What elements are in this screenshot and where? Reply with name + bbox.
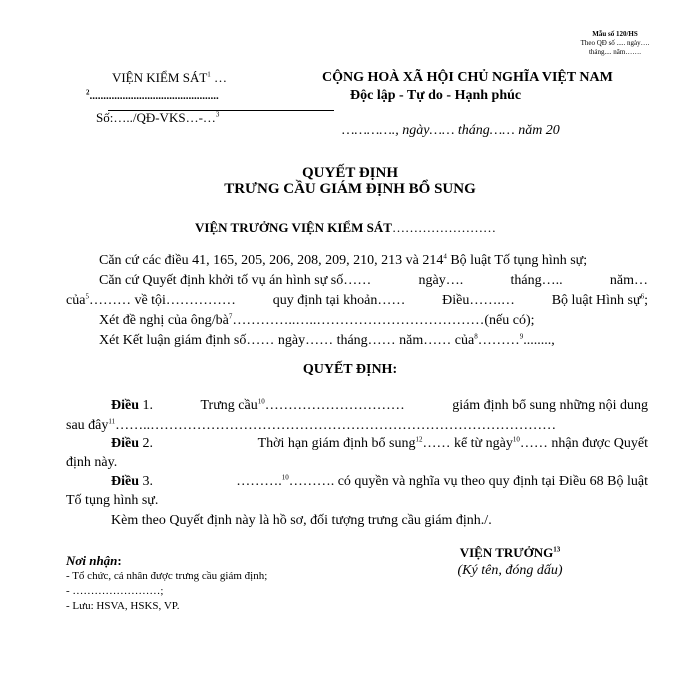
preamble-line-2 [99,273,648,289]
closing-line: Kèm theo Quyết định này là hồ sơ, đối tượng trưng cầu giám định./. [111,513,492,528]
article-1-num: 1. [139,398,153,413]
preamble-1a: Căn cứ các điều 41, 165, 205, 206, 208, 209, 210, 213 và 214 [99,253,444,268]
preamble-4b: …………..…..………………………………(nếu có); [232,313,535,328]
article-2-a [258,436,648,452]
article-2-a-text: Thời hạn giám định bổ sung [257,436,416,451]
recipients-block [66,553,267,614]
article-1-b: ………………………… [264,398,405,413]
preamble-2b: ngày…. [418,273,464,288]
national-motto: Độc lập - Tự do - Hạnh phúc [350,88,522,103]
form-number-label: Mẫu số 120/HS [592,30,638,38]
footnote-7: 7 [228,312,233,321]
article-3-b: ………. có quyền và nghĩa vụ theo quy định tại Điều 68 Bộ luật [288,474,648,489]
article-2-lead [111,436,153,452]
article-2-line-1 [111,436,648,452]
footnote-13: 13 [553,545,561,554]
preamble-line-5 [99,333,555,349]
preamble-3e [552,293,648,309]
document-title: QUYẾT ĐỊNH [302,165,398,181]
preamble-3a-text: của [66,293,86,308]
article-1-c: giám định bổ sung những nội dung [452,398,648,413]
footnote-1: 1 [207,70,211,79]
recipients-title-text: Nơi nhận [66,553,118,568]
footnote-4: 4 [443,252,447,261]
article-3-label: Điều [111,474,139,489]
preamble-3a [66,293,236,309]
article-2-label: Điều [111,436,139,451]
issuer-line [195,220,496,236]
preamble-line-1 [99,253,587,269]
agency-sub-dots: ............................................... [89,90,219,102]
preamble-3f: ; [644,293,648,308]
nation-name: CỘNG HOÀ XÃ HỘI CHỦ NGHĨA VIỆT NAM [322,70,613,85]
recipients-title [66,553,267,568]
article-3-num: 3. [139,474,153,489]
article-1-d: sau đây [66,418,109,433]
preamble-2a: Căn cứ Quyết định khởi tố vụ án hình sự số…… [99,273,372,288]
article-2-c: …… nhận được Quyết [519,436,648,451]
article-3-a [236,474,648,490]
form-number-line2: Theo QĐ số ..... ngày…. [580,39,650,47]
agency-sub-line [86,90,219,102]
preamble-3b: ……… về tội…………… [88,293,236,308]
preamble-line-3 [66,293,648,309]
issuer-label: VIỆN TRƯỞNG VIỆN KIỂM SÁT [195,220,392,235]
footnote-10: 10 [257,397,265,406]
signature-note: (Ký tên, đóng dấu) [457,563,563,578]
signer-title-text: VIỆN TRƯỞNG [459,545,554,560]
article-2-line-2: định này. [66,455,118,470]
preamble-5a: Xét Kết luận giám định số…… ngày…… tháng…… năm…… của [99,333,475,348]
decision-number-text: Số:…../QĐ-VKS…-… [96,110,216,125]
date-line: …………., ngày…… tháng…… năm 20 [342,123,560,138]
form-number-line3: tháng.... năm……. [588,48,642,56]
article-1-a [200,398,404,414]
footnote-12: 12 [415,435,423,444]
decision-heading: QUYẾT ĐỊNH: [302,362,398,377]
article-2-b: …… kể từ ngày [422,436,513,451]
footnote-8: 8 [474,332,478,341]
recipients-colon: : [117,553,122,568]
agency-name-suffix: … [210,70,228,85]
footnote-5: 5 [85,292,89,301]
footnote-10-c: 10 [281,473,289,482]
agency-name [62,70,277,86]
footnote-2: 2 [86,88,90,97]
preamble-line-4 [99,313,535,329]
recipient-item: - ……………………; [66,585,164,597]
issuer-dots: …………………… [391,220,496,235]
article-1-line-2 [66,418,556,434]
article-3-lead [111,474,153,490]
recipient-item: - Lưu: HSVA, HSKS, VP. [66,600,180,612]
decision-number [96,110,219,126]
footnote-6: 6 [640,292,645,301]
footnote-11: 11 [108,417,116,426]
signature-block [440,545,580,579]
article-3-a-text: ………. [236,474,282,489]
footnote-3: 3 [215,110,220,119]
article-1-e: ……..…………………………………………………………………………… [115,418,557,433]
preamble-4a: Xét đề nghị của ông/bà [99,313,229,328]
preamble-3e-text: Bộ luật Hình sự [551,293,641,308]
preamble-5b: ……… [477,333,520,348]
footnote-9: 9 [519,332,524,341]
article-1-line-1 [111,398,648,414]
preamble-3c: quy định tại khoản…… [272,293,406,308]
agency-name-text: VIỆN KIỂM SÁT [111,70,208,85]
article-3-line-2: Tố tụng hình sự. [66,493,159,508]
document-subtitle: TRƯNG CẦU GIÁM ĐỊNH BỔ SUNG [224,181,476,197]
article-3-line-1 [111,474,648,490]
article-1-label: Điều [111,398,139,413]
article-1-a-text: Trưng cầu [200,398,258,413]
form-number-block [545,30,685,57]
preamble-2d: năm… [609,273,648,288]
recipient-item: - Tổ chức, cá nhân được trưng cầu giám định; [66,570,268,582]
preamble-5c: ........, [523,333,555,348]
article-1-lead [111,398,153,414]
signer-title [440,545,580,561]
preamble-3d: Điều…….… [442,293,515,308]
preamble-2c: tháng….. [510,273,563,288]
footnote-10-b: 10 [512,435,520,444]
preamble-1b: Bộ luật Tố tụng hình sự; [446,253,588,268]
article-2-num: 2. [139,436,153,451]
